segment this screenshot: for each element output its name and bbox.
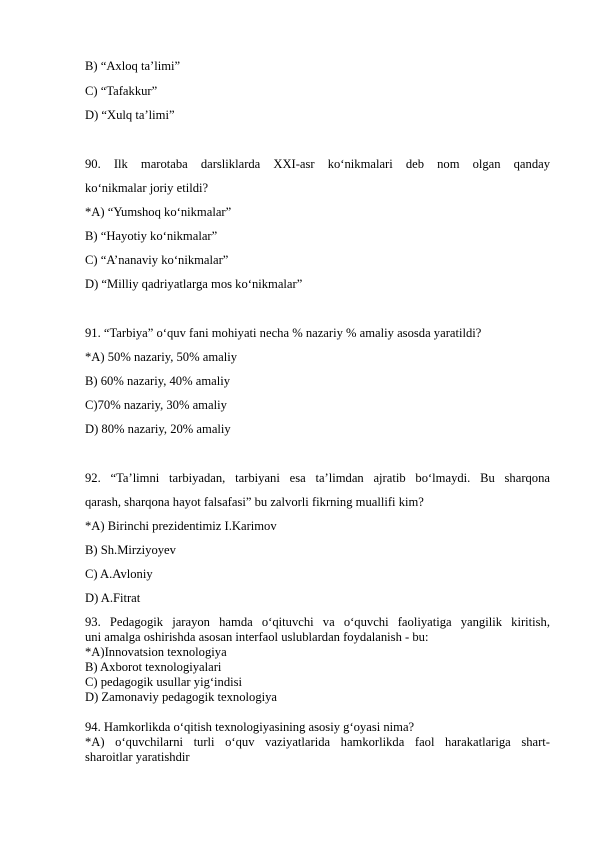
q91-option-d: D) 80% nazariy, 20% amaliy — [85, 422, 231, 436]
q93-option-c: C) pedagogik usullar yig‘indisi — [85, 675, 243, 689]
q89-option-d: D) “Xulq ta’limi” — [85, 108, 175, 122]
q89-option-c: C) “Tafakkur” — [85, 84, 158, 98]
q90-option-d: D) “Milliy qadriyatlarga mos ko‘nikmalar” — [85, 277, 303, 291]
q92-option-c: C) A.Avloniy — [85, 567, 153, 581]
q91-option-c: C)70% nazariy, 30% amaliy — [85, 398, 227, 412]
q90-option-b: B) “Hayotiy ko‘nikmalar” — [85, 229, 218, 243]
q90-question-line1: 90. Ilk marotaba darsliklarda XXI-asr ko‘nikmalari deb nom olgan qanday — [85, 157, 550, 171]
q90-option-c: C) “A’nanaviy ko‘nikmalar” — [85, 253, 229, 267]
q92-option-b: B) Sh.Mirziyoyev — [85, 543, 176, 557]
q92-question-line2: qarash, sharqona hayot falsafasi” bu zalvorli fikrning muallifi kim? — [85, 495, 424, 509]
q89-option-b: B) “Axloq ta’limi” — [85, 59, 181, 73]
q94-question: 94. Hamkorlikda o‘qitish texnologiyasining asosiy g‘oyasi nima? — [85, 720, 415, 734]
q93-question-line2: uni amalga oshirishda asosan interfaol uslublardan foydalanish - bu: — [85, 630, 429, 644]
q94-option-a-line2: sharoitlar yaratishdir — [85, 750, 190, 764]
q90-question-line2: ko‘nikmalar joriy etildi? — [85, 181, 209, 195]
q90-option-a: *A) “Yumshoq ko‘nikmalar” — [85, 205, 232, 219]
q91-option-a: *A) 50% nazariy, 50% amaliy — [85, 350, 238, 364]
q91-option-b: B) 60% nazariy, 40% amaliy — [85, 374, 231, 388]
q92-option-d: D) A.Fitrat — [85, 591, 141, 605]
q92-option-a: *A) Birinchi prezidentimiz I.Karimov — [85, 519, 277, 533]
q94-option-a-line1: *A) o‘quvchilarni turli o‘quv vaziyatlarida hamkorlikda faol harakatlariga shart- — [85, 735, 550, 749]
q92-question-line1: 92. “Ta’limni tarbiyadan, tarbiyani esa ta’limdan ajratib bo‘lmaydi. Bu sharqona — [85, 471, 550, 485]
q93-option-a: *A)Innovatsion texnologiya — [85, 645, 227, 659]
q91-question: 91. “Tarbiya” o‘quv fani mohiyati necha % nazariy % amaliy asosda yaratildi? — [85, 326, 482, 340]
q93-option-b: B) Axborot texnologiyalari — [85, 660, 222, 674]
q93-option-d: D) Zamonaviy pedagogik texnologiya — [85, 690, 278, 704]
q93-question-line1: 93. Pedagogik jarayon hamda o‘qituvchi va o‘quvchi faoliyatiga yangilik kiritish, — [85, 615, 550, 629]
